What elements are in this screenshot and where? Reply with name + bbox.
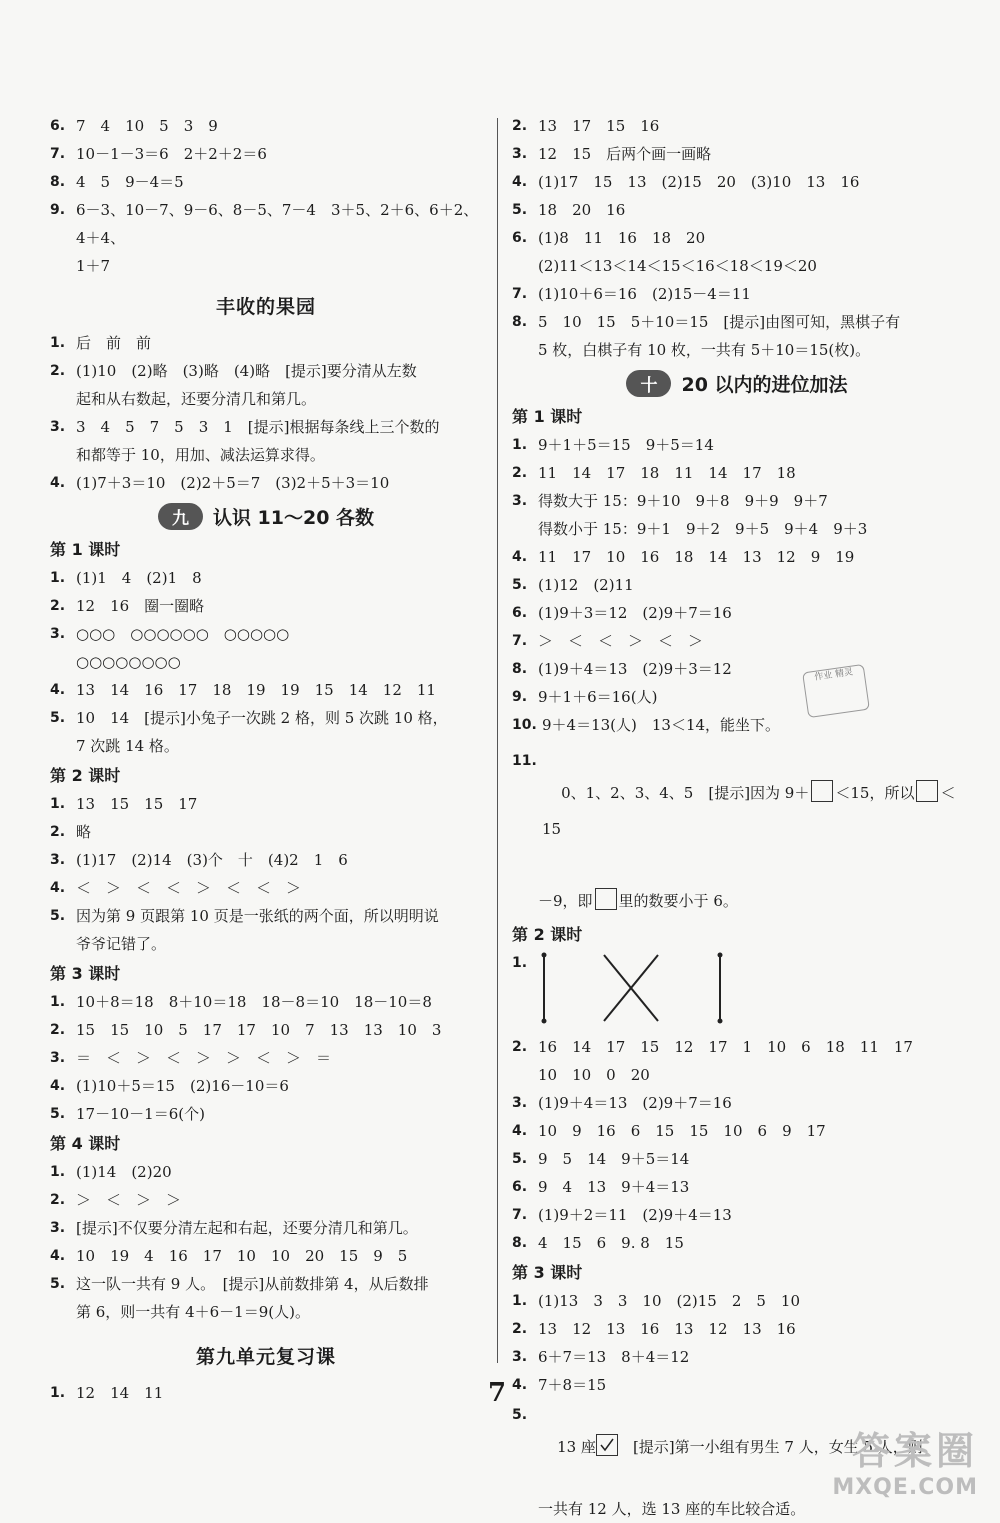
answer-text: 后 前 前 [76,334,152,352]
item-number: 6. [512,1179,528,1195]
list-item [50,357,482,385]
list-item [50,112,482,140]
right-column [512,112,962,1523]
blank-box [916,780,938,802]
answer-text: ＞ ＜ ＞ ＞ [76,1191,182,1209]
lesson-heading: 第 3 课时 [50,964,121,983]
list-item [50,676,482,704]
item-number: 5. [50,710,66,726]
item-number: 4. [50,682,66,698]
item-number: 3. [50,419,66,435]
item-number: 7. [512,286,528,302]
answer-text: (1)17 15 13 (2)15 20 (3)10 13 16 [538,173,860,191]
lesson3-list [512,1287,962,1399]
answer-text: 7＋8＝15 [538,1376,607,1394]
answer-text: ＜15 [542,784,956,838]
item-number: 2. [512,1321,528,1337]
list-item [512,543,962,571]
list-item [512,280,962,308]
item-number: 6. [50,118,66,134]
list-item [50,1242,482,1270]
list-item-continuation: 第 6，则一共有 4＋6－1＝9(人)。 [76,1303,310,1321]
item-number: 11. [512,753,537,769]
item-number: 1. [50,1164,66,1180]
answer-text: 这一队一共有 9 人。 [提示]从前数排第 4，从后数排 [76,1275,429,1293]
list-item-continuation: 爷爷记错了。 [76,935,167,953]
item-number: 5. [50,1276,66,1292]
item-number: 5. [512,1151,528,1167]
page-number: 7 [488,1378,507,1408]
item-number: 4. [512,549,528,565]
list-item [50,902,482,930]
item-number: 5. [512,577,528,593]
list-item [512,1145,962,1173]
list-item [50,988,482,1016]
item-number: 3. [50,626,66,642]
item-number: 7. [50,146,66,162]
list-item [50,469,482,497]
list-item [512,1315,962,1343]
item-number: 1. [50,570,66,586]
lesson-heading: 第 2 课时 [512,925,583,944]
list-item [512,1229,962,1257]
item-number: 1. [50,335,66,351]
list-item [512,627,962,655]
matching-lines-figure [536,951,736,1031]
answer-text: ＝ ＜ ＞ ＜ ＞ ＞ ＜ ＞ ＝ [76,1049,332,1067]
list-item [50,329,482,357]
item-number: 3. [512,1095,528,1111]
list-item [512,1033,962,1061]
list-item [50,196,482,252]
item-number: 5. [512,202,528,218]
answer-text: 略 [76,823,92,841]
answer-text: 10 9 16 6 15 15 10 6 9 17 [538,1122,826,1140]
answer-text: 13 17 15 16 [538,117,660,135]
list-item [50,1016,482,1044]
answer-text: 10＋8＝18 8＋10＝18 18－8＝10 18－10＝8 [76,993,432,1011]
answer-text: (1)17 (2)14 (3)个 十 (4)2 1 6 [76,851,348,869]
unit10-badge: 十 [626,370,671,397]
list-item [50,1270,482,1298]
answer-text: 9＋1＋5＝15 9＋5＝14 [538,436,714,454]
answer-text: 10－1－3＝6 2＋2＋2＝6 [76,145,267,163]
list-item [512,1201,962,1229]
list-item [50,1044,482,1072]
right-top-list [512,112,962,364]
answer-text: ○○○ ○○○○○○ ○○○○○ [76,625,290,643]
answer-text: 6＋7＝13 8＋4＝12 [538,1348,690,1366]
list-item [512,1089,962,1117]
list-item [50,1186,482,1214]
answer-text: ＞ ＜ ＜ ＞ ＜ ＞ [538,632,704,650]
item-number: 9. [512,689,528,705]
answer-text: 12 14 11 [76,1384,164,1402]
item-number: 3. [50,852,66,868]
checkmark-box [596,1434,618,1456]
item-number: 8. [512,661,528,677]
item-number: 2. [50,824,66,840]
list-item [512,1173,962,1201]
list-item [512,140,962,168]
list-item [512,1287,962,1315]
answer-text: 18 20 16 [538,201,626,219]
answer-text: 13 14 16 17 18 19 19 15 14 12 11 [76,681,436,699]
list-item [50,790,482,818]
unit10-heading [512,370,962,397]
list-item [512,112,962,140]
answer-text: (1)8 11 16 18 20 [538,229,706,247]
list-item [512,308,962,336]
item-number: 10. [512,717,537,733]
answer-text: (1)10＋5＝15 (2)16－10＝6 [76,1077,289,1095]
list-item [512,655,962,683]
item-number: 2. [512,1039,528,1055]
review-list [50,1379,482,1407]
lesson4-list [50,1158,482,1326]
answer-text: 5 10 15 5＋10＝15 [提示]由图可知，黑棋子有 [538,313,901,331]
list-item [512,1343,962,1371]
answer-text: (1)13 3 3 10 (2)15 2 5 10 [538,1292,801,1310]
watermark-url: MXQE.COM [832,1475,978,1500]
list-item [50,818,482,846]
answer-text: (1)9＋2＝11 (2)9＋4＝13 [538,1206,732,1224]
list-item [50,413,482,441]
answer-text: 17－10－1＝6(个) [76,1105,205,1123]
left-top-list [50,112,482,280]
list-item [512,599,962,627]
item-number: 1. [50,1385,66,1401]
blank-box [595,888,617,910]
item-number: 8. [512,314,528,330]
answer-text: 9＋1＋6＝16(人) [538,688,658,706]
answer-text: 0、1、2、3、4、5 [提示]因为 9＋ [561,784,810,802]
answer-text: 11 14 17 18 11 14 17 18 [538,464,796,482]
list-item [50,1214,482,1242]
list-item [50,140,482,168]
lesson-heading: 第 4 课时 [50,1134,121,1153]
answer-text: (1)14 (2)20 [76,1163,172,1181]
lesson-heading: 第 1 课时 [50,540,121,559]
harvest-title: 丰收的果园 [215,296,316,318]
answer-text: 9＋4＝13(人) 13＜14，能坐下。 [542,716,781,734]
answer-text: 11 17 10 16 18 14 13 12 9 19 [538,548,855,566]
list-item [50,1100,482,1128]
answer-text: (1)9＋4＝13 (2)9＋7＝16 [538,1094,732,1112]
answer-text: 12 15 后两个画一画略 [538,145,712,163]
item-number: 4. [512,1123,528,1139]
answer-text: (1)1 4 (2)1 8 [76,569,202,587]
lesson2-list [512,1033,962,1257]
item-number: 2. [50,363,66,379]
list-item [512,487,962,515]
item-number: 4. [50,1248,66,1264]
list-item [50,1158,482,1186]
list-item [512,1117,962,1145]
answer-text: 13 12 13 16 13 12 13 16 [538,1320,796,1338]
item-number: 6. [512,230,528,246]
answer-text: (1)7＋3＝10 (2)2＋5＝7 (3)2＋5＋3＝10 [76,474,390,492]
list-item [512,1371,962,1399]
answer-text: (1)9＋4＝13 (2)9＋3＝12 [538,660,732,678]
answer-text: 4 5 9－4＝5 [76,173,184,191]
answer-text: ＜15，所以 [835,784,915,802]
item-number: 5. [50,1106,66,1122]
item-number: 5. [512,1407,528,1423]
item-number: 8. [512,1235,528,1251]
list-item-continuation: 起和从右数起，还要分清几和第几。 [76,390,317,408]
answer-text: 9 5 14 9＋5＝14 [538,1150,690,1168]
list-item [50,704,482,732]
item-number: 7. [512,633,528,649]
answer-text: 3 4 5 7 5 3 1 [提示]根据每条线上三个数的 [76,418,440,436]
answer-text: 12 16 圈一圈略 [76,597,205,615]
list-item [512,711,962,739]
item-number: 1. [512,1293,528,1309]
left-column [50,112,482,1407]
lesson2-list [50,790,482,958]
list-item [512,168,962,196]
watermark [832,1420,978,1500]
unit9-title: 认识 11～20 各数 [212,507,375,529]
item-number: 1. [512,955,528,971]
item-number: 4. [50,1078,66,1094]
list-item-continuation: 5 枚，白棋子有 10 枚，一共有 5＋10＝15(枚)。 [538,341,871,359]
list-item-continuation: 得数小于 15：9＋1 9＋2 9＋5 9＋4 9＋3 [538,520,868,538]
harvest-list [50,329,482,497]
column-divider [497,118,498,1363]
item-number: 3. [512,493,528,509]
lesson1-list [512,431,962,739]
list-item [512,739,962,883]
list-item-continuation: 1＋7 [76,257,111,275]
item-number: 4. [50,475,66,491]
item-number: 2. [512,118,528,134]
item-number: 8. [50,174,66,190]
lesson3-list [50,988,482,1128]
item-number: 2. [512,465,528,481]
list-item [50,1379,482,1407]
list-item [50,1072,482,1100]
list-item [512,683,962,711]
list-item [50,620,482,648]
item-number: 1. [512,437,528,453]
item-number: 2. [50,1192,66,1208]
item-number: 5. [50,908,66,924]
list-item [50,874,482,902]
answer-text: 因为第 9 页跟第 10 页是一张纸的两个面，所以明明说 [76,907,439,925]
list-item [512,459,962,487]
list-item [512,949,962,1033]
review-title: 第九单元复习课 [195,1346,336,1368]
item-number: 3. [50,1050,66,1066]
lesson-heading: 第 2 课时 [50,766,121,785]
unit9-heading [50,503,482,530]
item-number: 6. [512,605,528,621]
list-item-continuation: 7 次跳 14 格。 [76,737,179,755]
list-item [50,168,482,196]
item-number: 7. [512,1207,528,1223]
answer-text: (1)10＋6＝16 (2)15－4＝11 [538,285,751,303]
item-number: 2. [50,1022,66,1038]
list-item [512,196,962,224]
list-item-continuation: ○○○○○○○○ [76,653,181,671]
item-number: 9. [50,202,66,218]
list-item [50,846,482,874]
item-number: 3. [512,1349,528,1365]
list-item [50,592,482,620]
item-number: 4. [512,1377,528,1393]
item-number: 2. [50,598,66,614]
answer-text: [提示]不仅要分清左起和右起，还要分清几和第几。 [76,1219,418,1237]
list-item [50,564,482,592]
lesson-heading: 第 3 课时 [512,1263,583,1282]
item-number: 4. [50,880,66,896]
answer-text: (1)10 (2)略 (3)略 (4)略 [提示]要分清从左数 [76,362,417,380]
item-number: 1. [50,796,66,812]
blank-box [811,780,833,802]
answer-text: 16 14 17 15 12 17 1 10 6 18 11 17 [538,1038,913,1056]
answer-text: [提示]第一小组有男生 7 人，女生 5 人，则 [617,1438,923,1456]
item-number: 3. [50,1220,66,1236]
item-number: 1. [50,994,66,1010]
unit9-badge: 九 [158,503,203,530]
answer-text: 9 4 13 9＋4＝13 [538,1178,690,1196]
answer-text: 13 15 15 17 [76,795,198,813]
list-item-continuation: 10 10 0 20 [538,1066,650,1084]
list-item-continuation: 和都等于 10，用加、减法运算求得。 [76,446,325,464]
unit10-title: 20 以内的进位加法 [681,374,848,396]
answer-text: (1)9＋3＝12 (2)9＋7＝16 [538,604,732,622]
list-item-continuation: (2)11＜13＜14＜15＜16＜18＜19＜20 [538,257,817,275]
answer-text: 10 19 4 16 17 10 10 20 15 9 5 [76,1247,408,1265]
lesson-heading: 第 1 课时 [512,407,583,426]
answer-text: 15 15 10 5 17 17 10 7 13 13 10 3 [76,1021,442,1039]
stamp-seal: 作业 精灵 [802,664,870,718]
lesson1-list [50,564,482,760]
list-item [512,431,962,459]
answer-text: 13 座 [557,1438,596,1456]
list-item [512,571,962,599]
item-number: 3. [512,146,528,162]
list-item-continuation: 一共有 12 人，选 13 座的车比较合适。 [538,1500,806,1518]
answer-text: 10 14 [提示]小兔子一次跳 2 格，则 5 次跳 10 格， [76,709,448,727]
answer-text: ＜ ＞ ＜ ＜ ＞ ＜ ＜ ＞ [76,879,302,897]
answer-text: 7 4 10 5 3 9 [76,117,218,135]
answer-text: (1)12 (2)11 [538,576,634,594]
answer-text: 得数大于 15：9＋10 9＋8 9＋9 9＋7 [538,492,828,510]
list-item [512,224,962,252]
answer-text: 4 15 6 9. 8 15 [538,1234,684,1252]
answer-text: 6－3、10－7、9－6、8－5、7－4 3＋5、2＋6、6＋2、4＋4、 [76,201,479,247]
watermark-logo-text: 答案圈 [851,1429,978,1473]
item-number: 4. [512,174,528,190]
list-item-continuation: －9，即 里的数要小于 6。 [512,883,962,919]
